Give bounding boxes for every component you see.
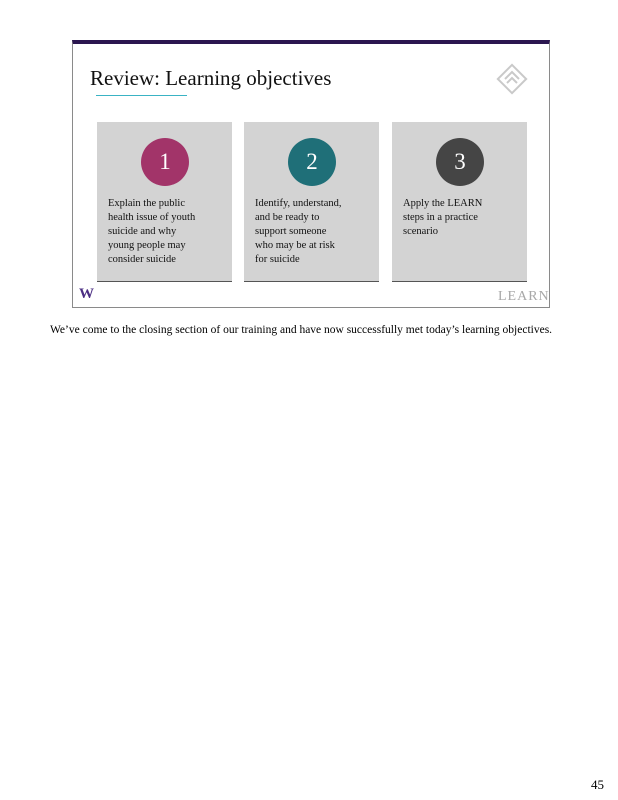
objective-text-line: health issue of youth bbox=[108, 212, 196, 223]
learn-brand-text: LEARN bbox=[498, 289, 550, 304]
page-number: 45 bbox=[591, 777, 604, 792]
objective-text-line: Apply the LEARN bbox=[403, 198, 483, 209]
objective-text-line: consider suicide bbox=[108, 254, 176, 265]
objective-text-line: and be ready to bbox=[255, 212, 320, 223]
objective-text-line: for suicide bbox=[255, 254, 300, 265]
number-circle-1: 1 bbox=[141, 138, 189, 186]
number-circle-2: 2 bbox=[288, 138, 336, 186]
objective-text-line: who may be at risk bbox=[255, 240, 335, 251]
slide-caption: We’ve come to the closing section of our training and have now successfully met today’s learning objectives. bbox=[50, 324, 553, 336]
number-circle-3: 3 bbox=[436, 138, 484, 186]
slide-title: Review: Learning objectives bbox=[90, 66, 332, 90]
objective-text-line: suicide and why bbox=[108, 226, 177, 237]
objective-text-2 bbox=[255, 197, 367, 267]
objective-text-line: support someone bbox=[255, 226, 327, 237]
objective-text-line: Identify, understand, bbox=[255, 198, 342, 209]
slide bbox=[72, 40, 550, 308]
objective-text-1 bbox=[108, 197, 220, 267]
objective-text-line: scenario bbox=[403, 226, 438, 237]
uw-logo: W bbox=[79, 286, 93, 302]
title-underline bbox=[96, 95, 187, 96]
objective-text-3 bbox=[403, 197, 515, 239]
objective-card-1 bbox=[97, 122, 232, 282]
objective-text-line: young people may bbox=[108, 240, 186, 251]
diamond-logo-icon bbox=[494, 61, 530, 97]
objective-card-2 bbox=[244, 122, 379, 282]
objective-text-line: Explain the public bbox=[108, 198, 185, 209]
objective-card-3 bbox=[392, 122, 527, 282]
objective-text-line: steps in a practice bbox=[403, 212, 478, 223]
